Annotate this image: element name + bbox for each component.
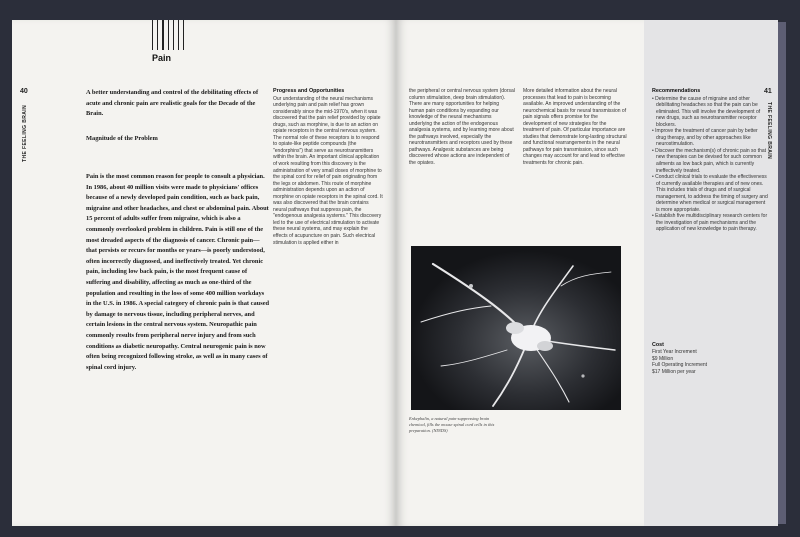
photo-caption: Enkephalin, a natural pain-suppressing brain chemical, fills the mouse spinal cord cells in this preparation. (NINDS) xyxy=(409,416,495,433)
section-marker-bars xyxy=(152,20,184,50)
recommendation-item: • Discover the mechanism(s) of chronic pain so that new therapies can be devised for such common ailments as low back pain, which is currently ineffectively treated. xyxy=(652,148,768,174)
recommendation-item: • Improve the treatment of cancer pain by better drug therapy, and by other approaches like neurostimulation. xyxy=(652,128,768,148)
subheading-magnitude: Magnitude of the Problem xyxy=(86,135,158,142)
detail-column: More detailed information about the neural processes that lead to pain is becoming available. An improved understanding of the neurochemical basis for neural transmission of pain signals offers promise for the development of new strategies for the treatment of pain. Of particular importance are studies that demonstrate long-lasting structural and functional rearrangements in the neural pathways for pain transmission, since such changes may account for and lead to effective treatments for chronic pain. xyxy=(523,88,627,167)
recommendation-item: • Establish five multidisciplinary research centers for the investigation of pain mechanisms and the application of new knowledge to pain therapy. xyxy=(652,213,768,233)
continuation-column: the peripheral or central nervous system (dorsal column stimulation, deep brain stimulation). There are many opportunities for helping human pain conditions by expanding our knowledge of the neural mechanisms underlying the action of the endogenous analgesia systems, and by learning more about the pathways involved, especially the neurotransmitters and receptors used by these pathways. Analgesic substances are being discovered whose actions are independent of the opiates. xyxy=(409,88,515,167)
progress-heading: Progress and Opportunities xyxy=(273,88,345,94)
recommendations-column xyxy=(652,88,768,233)
left-page xyxy=(12,20,396,526)
cost-line: $9 Million xyxy=(652,355,674,362)
right-page xyxy=(396,20,778,526)
cost-block xyxy=(652,342,768,375)
cost-line: First Year Increment xyxy=(652,349,697,355)
page-number-right: 41 xyxy=(764,88,772,95)
book-edge xyxy=(778,22,786,524)
section-title: Pain xyxy=(152,53,172,63)
cost-heading: Cost xyxy=(652,342,664,348)
cost-line: $17 Million per year xyxy=(652,368,696,375)
cost-line: Full Operating Increment xyxy=(652,362,708,369)
intro-paragraph: A better understanding and control of the debilitating effects of acute and chronic pain are realistic goals for the Decade of the Brain. xyxy=(86,89,259,118)
recommendation-item: • Conduct clinical trials to evaluate the effectiveness of currently available therapies and of new ones. This includes trials of drugs and of surgical management, to address the timing of surgery and determine when medical or surgical management is more appropriate. xyxy=(652,174,768,213)
enkephalin-micrograph xyxy=(411,246,621,410)
progress-body: Our understanding of the neural mechanisms underlying pain and pain relief has grown considerably since the mid-1970's, when it was discovered that the pain relief provided by opiate drugs, such as morphine, is due to an action on opiate receptors in the central nervous system. The normal role of these receptors is to respond to opiate-like peptide compounds (the "endorphins") that serve as neurotransmitters within the brain. An important clinical application of work resulting from this discovery is the administration of very small doses of morphine to the spinal cord for relief of pain originating from the legs or abdomen. This route of morphine administration depends upon an action of morphine on opiate receptors in the spinal cord. It was also discovered that the brain contains neural pathways that suppress pain, the "endogenous analgesia systems." This discovery led to the use of electrical stimulation to activate these neural systems, and may explain the effects of acupuncture on pain. Such electrical stimulation is applied either in xyxy=(273,95,383,246)
running-head-left: THE FEELING BRAIN xyxy=(22,104,28,162)
progress-column xyxy=(273,88,383,246)
recommendations-list xyxy=(652,96,768,233)
recommendation-item: • Determine the cause of migraine and other debilitating headaches so that the pain can be eliminated. This will involve the development of new drugs, such as neurotransmitter receptor blockers. xyxy=(652,96,768,129)
body-paragraph: Pain is the most common reason for people to consult a physician. In 1986, about 40 million visits were made to physicians' offices because of a newly developed pain condition, such as back pain, migraine and other headaches, and chest or abdominal pain. About 15 percent of adults suffer from migraine, which is also a commonly overlooked problem in children. Pain is still one of the most dreaded aspects of the diagnosis of cancer. Chronic pain—that persists or recurs for months or years—is poorly understood, often incorrectly diagnosed, and ineffectively treated. Yet chronic pain, including low back pain, is the most frequent cause of suffering and disability, affecting as much as one-third of the population and resulting in the loss of some 400 million workdays in the U.S. in 1986. A special category of chronic pain is that caused by damage to nervous tissue, including peripheral nerves, and certain lesions in the central nervous system. Neuropathic pain commonly results from peripheral nerve injury and from such conditions as diabetic neuropathy. Central neurogenic pain is now often being recognized following stroke, as well as in many cases of spinal cord injury. xyxy=(86,173,270,371)
page-number-left: 40 xyxy=(20,88,28,95)
recommendations-heading: Recommendations xyxy=(652,88,701,94)
running-head-right: THE FEELING BRAIN xyxy=(766,102,772,160)
